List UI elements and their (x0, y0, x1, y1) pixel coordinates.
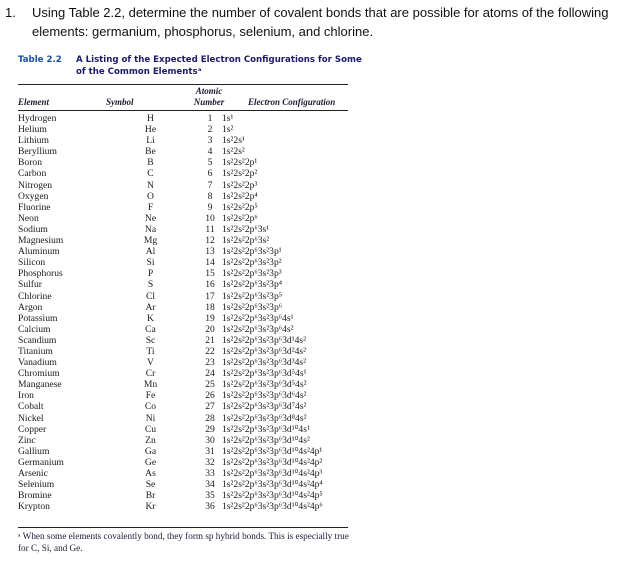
symbol-cell: Al (145, 246, 156, 258)
element-cell: Aluminum (18, 246, 60, 258)
table-row (18, 401, 332, 412)
configuration-cell: 1s²2s²2p⁶3s²3p⁶3d¹⁰4s²4p³ (222, 468, 323, 479)
symbol-cell: Na (144, 223, 157, 235)
element-cell: Nitrogen (18, 179, 53, 191)
table-row (18, 479, 332, 490)
atomic-number-cell: 19 (205, 312, 215, 324)
configuration-cell: 1s²2s²2p⁶3s²3p⁶3d¹⁰4s¹ (222, 423, 310, 435)
symbol-cell: Ga (144, 445, 157, 457)
atomic-number-cell: 17 (205, 290, 215, 302)
symbol-cell: Si (146, 257, 155, 269)
atomic-number-cell: 21 (205, 334, 215, 346)
element-cell: Nickel (18, 412, 44, 424)
configuration-cell: 1s²2s²2p⁶3s²3p² (222, 257, 282, 269)
configuration-cell: 1s²2s²2p⁶3s²3p⁶4s¹ (222, 312, 294, 324)
table-row (18, 490, 332, 501)
table-row (18, 291, 332, 302)
configuration-cell: 1s²2s²2p⁶3s²3p⁶3d³4s² (222, 357, 306, 369)
table-label: Table 2.2 (18, 55, 62, 65)
configuration-cell: 1s²2s²2p⁶3s²3p⁶3d¹⁰4s²4p⁶ (222, 501, 323, 513)
element-cell: Silicon (18, 257, 46, 269)
element-cell: Magnesium (18, 235, 64, 247)
table-row (18, 435, 332, 446)
table-row (18, 302, 332, 313)
table-row (18, 202, 332, 213)
configuration-cell: 1s²2s² (222, 146, 245, 158)
configuration-cell: 1s²2s²2p⁶3s²3p⁶4s² (222, 323, 294, 335)
symbol-cell: Co (144, 401, 157, 413)
symbol-cell: Se (145, 479, 156, 491)
symbol-cell: Sc (145, 334, 156, 346)
atomic-number-cell: 36 (205, 501, 215, 513)
atomic-number-cell: 12 (205, 235, 215, 247)
element-cell: Potassium (18, 312, 58, 324)
table-row (18, 191, 332, 202)
configuration-cell: 1s²2s²2p⁶ (222, 212, 258, 224)
atomic-number-cell: 10 (205, 212, 215, 224)
element-cell: Carbon (18, 168, 47, 180)
symbol-cell: S (147, 279, 154, 291)
symbol-cell: O (147, 190, 154, 202)
atomic-number-cell: 11 (205, 223, 215, 235)
symbol-cell: Ar (145, 301, 156, 313)
symbol-cell: Fe (145, 390, 156, 402)
configuration-cell: 1s²2s²2p⁶3s²3p¹ (222, 246, 282, 258)
header-symbol: Symbol (106, 97, 134, 107)
element-cell: Helium (18, 124, 47, 136)
element-cell: Scandium (18, 334, 57, 346)
element-cell: Bromine (18, 490, 52, 502)
table-row (18, 213, 332, 224)
element-cell: Fluorine (18, 201, 51, 213)
element-cell: Copper (18, 423, 47, 435)
symbol-cell: Kr (145, 501, 156, 513)
element-cell: Chlorine (18, 290, 52, 302)
configuration-cell: 1s²2s²2p⁶3s²3p⁶3d¹⁰4s²4p⁴ (222, 479, 323, 491)
configuration-cell: 1s²2s²2p⁶3s²3p⁶3d⁸4s² (222, 412, 307, 424)
table-header-rule (18, 110, 348, 111)
element-cell: Selenium (18, 479, 55, 491)
configuration-cell: 1s²2s²2p⁶3s²3p⁴ (222, 279, 283, 291)
table-row (18, 424, 332, 435)
configuration-cell: 1s²2s²2p¹ (222, 157, 258, 169)
table-row (18, 235, 332, 246)
header-element: Element (18, 97, 49, 107)
table-row (18, 324, 332, 335)
symbol-cell: Cr (145, 368, 156, 380)
configuration-cell: 1s²2s²2p⁶3s²3p⁶3d¹4s² (222, 334, 306, 346)
table-title: A Listing of the Expected Electron Configurations for Some of the Common Elementsᵃ (76, 55, 362, 77)
configuration-cell: 1s²2s²2p⁶3s²3p³ (222, 268, 282, 280)
symbol-cell: Zn (145, 434, 156, 446)
element-cell: Phosphorus (18, 268, 63, 280)
atomic-number-cell: 23 (205, 357, 215, 369)
table-row (18, 501, 332, 512)
table-row (18, 346, 332, 357)
question-text: Using Table 2.2, determine the number of covalent bonds that are possible for atoms of the following elements: germanium, phosphorus, selenium, and chlorine. (32, 5, 609, 39)
configuration-cell: 1s²2s²2p³ (222, 179, 258, 191)
configuration-cell: 1s²2s²2p⁶3s²3p⁶3d²4s² (222, 345, 306, 357)
table-row (18, 224, 332, 235)
table-bottom-rule (18, 527, 348, 528)
atomic-number-cell: 13 (205, 246, 215, 258)
electron-configuration-table (18, 113, 332, 512)
configuration-cell: 1s²2s²2p⁶3s²3p⁶ (222, 301, 283, 313)
symbol-cell: Mg (143, 235, 158, 247)
configuration-cell: 1s²2s²2p⁶3s² (222, 235, 270, 247)
table-row (18, 257, 332, 268)
symbol-cell: F (147, 201, 154, 213)
element-cell: Chromium (18, 368, 60, 380)
table-row (18, 135, 332, 146)
table-row (18, 468, 332, 479)
configuration-cell: 1s²2s²2p⁶3s²3p⁶3d¹⁰4s²4p⁵ (222, 490, 323, 502)
symbol-cell: As (145, 468, 156, 479)
configuration-cell: 1s² (222, 124, 234, 136)
atomic-number-cell: 25 (205, 379, 215, 391)
symbol-cell: Mn (143, 379, 158, 391)
atomic-number-cell: 18 (205, 301, 215, 313)
table-row (18, 357, 332, 368)
table-row (18, 413, 332, 424)
atomic-number-cell: 1 (207, 113, 213, 124)
symbol-cell: Li (146, 135, 155, 147)
element-cell: Titanium (18, 345, 53, 357)
table-top-rule (18, 84, 348, 85)
atomic-number-cell: 22 (205, 345, 215, 357)
element-cell: Krypton (18, 501, 50, 513)
atomic-number-cell: 3 (207, 135, 213, 147)
atomic-number-cell: 9 (207, 201, 213, 213)
element-cell: Arsenic (18, 468, 48, 479)
configuration-cell: 1s²2s²2p⁶3s²3p⁶3d¹⁰4s²4p¹ (222, 445, 323, 457)
configuration-cell: 1s²2s²2p⁶3s²3p⁶3d¹⁰4s²4p² (222, 456, 323, 468)
element-cell: Iron (18, 390, 34, 402)
table-row (18, 457, 332, 468)
configuration-cell: 1s²2s²2p⁴ (222, 190, 258, 202)
configuration-cell: 1s²2s²2p⁶3s²3p⁵ (222, 290, 283, 302)
symbol-cell: N (147, 179, 154, 191)
atomic-number-cell: 24 (205, 368, 215, 380)
question-number: 1. (5, 5, 16, 20)
atomic-number-cell: 4 (207, 146, 213, 158)
element-cell: Cobalt (18, 401, 44, 413)
configuration-cell: 1s²2s²2p⁶3s²3p⁶3d⁷4s² (222, 401, 307, 413)
atomic-number-cell: 35 (205, 490, 215, 502)
table-footnote: ᵃ When some elements covalently bond, they form sp hybrid bonds. This is especially true for C, Si, and Ge. (18, 531, 349, 553)
atomic-number-cell: 6 (207, 168, 213, 180)
element-cell: Argon (18, 301, 43, 313)
symbol-cell: Ne (144, 212, 157, 224)
configuration-cell: 1s²2s²2p⁶3s²3p⁶3d¹⁰4s² (222, 434, 310, 446)
atomic-number-cell: 28 (205, 412, 215, 424)
symbol-cell: Ni (145, 412, 156, 424)
header-number: Number (193, 97, 225, 107)
symbol-cell: H (147, 113, 154, 124)
symbol-cell: K (147, 312, 154, 324)
symbol-cell: Ge (144, 456, 157, 468)
atomic-number-cell: 2 (207, 124, 213, 136)
configuration-cell: 1s²2s²2p² (222, 168, 258, 180)
table-row (18, 279, 332, 290)
element-cell: Sodium (18, 223, 48, 235)
configuration-cell: 1s²2s²2p⁶3s²3p⁶3d⁵4s² (222, 379, 307, 391)
element-cell: Gallium (18, 445, 50, 457)
atomic-number-cell: 34 (205, 479, 215, 491)
table-row (18, 124, 332, 135)
atomic-number-cell: 29 (205, 423, 215, 435)
configuration-cell: 1s²2s²2p⁶3s²3p⁶3d⁶4s² (222, 390, 307, 402)
table-row (18, 180, 332, 191)
atomic-number-cell: 26 (205, 390, 215, 402)
header-config: Electron Configuration (248, 97, 336, 107)
atomic-number-cell: 32 (205, 456, 215, 468)
symbol-cell: Cl (145, 290, 156, 302)
symbol-cell: He (144, 124, 157, 136)
table-row (18, 168, 332, 179)
table-row (18, 368, 332, 379)
configuration-cell: 1s²2s²2p⁶3s¹ (222, 223, 270, 235)
table-row (18, 379, 332, 390)
atomic-number-cell: 31 (205, 445, 215, 457)
atomic-number-cell: 27 (205, 401, 215, 413)
element-cell: Manganese (18, 379, 62, 391)
element-cell: Neon (18, 212, 39, 224)
element-cell: Zinc (18, 434, 36, 446)
atomic-number-cell: 20 (205, 323, 215, 335)
element-cell: Oxygen (18, 190, 49, 202)
configuration-cell: 1s²2s²2p⁶3s²3p⁶3d⁵4s¹ (222, 368, 307, 380)
table-row (18, 390, 332, 401)
symbol-cell: Cu (144, 423, 157, 435)
table-row (18, 335, 332, 346)
element-cell: Boron (18, 157, 42, 169)
symbol-cell: B (147, 157, 154, 169)
symbol-cell: V (147, 357, 154, 369)
element-cell: Vanadium (18, 357, 57, 369)
atomic-number-cell: 33 (205, 468, 215, 479)
element-cell: Lithium (18, 135, 49, 147)
element-cell: Sulfur (18, 279, 42, 291)
atomic-number-cell: 7 (207, 179, 213, 191)
header-atomic: Atomic (195, 86, 223, 96)
symbol-cell: Be (145, 146, 156, 158)
table-row (18, 246, 332, 257)
table-row (18, 313, 332, 324)
configuration-cell: 1s¹ (222, 113, 234, 124)
element-cell: Germanium (18, 456, 64, 468)
table-row (18, 446, 332, 457)
table-row (18, 113, 332, 124)
element-cell: Hydrogen (18, 113, 57, 124)
symbol-cell: Br (145, 490, 156, 502)
element-cell: Beryllium (18, 146, 57, 158)
symbol-cell: Ca (145, 323, 156, 335)
table-row (18, 157, 332, 168)
table-row (18, 268, 332, 279)
table-header (18, 86, 348, 108)
atomic-number-cell: 14 (205, 257, 215, 269)
atomic-number-cell: 8 (207, 190, 213, 202)
symbol-cell: Ti (146, 345, 155, 357)
atomic-number-cell: 5 (207, 157, 213, 169)
configuration-cell: 1s²2s¹ (222, 135, 245, 147)
atomic-number-cell: 30 (205, 434, 215, 446)
table-row (18, 146, 332, 157)
atomic-number-cell: 16 (205, 279, 215, 291)
element-cell: Calcium (18, 323, 51, 335)
configuration-cell: 1s²2s²2p⁵ (222, 201, 258, 213)
atomic-number-cell: 15 (205, 268, 215, 280)
symbol-cell: C (147, 168, 154, 180)
symbol-cell: P (147, 268, 154, 280)
